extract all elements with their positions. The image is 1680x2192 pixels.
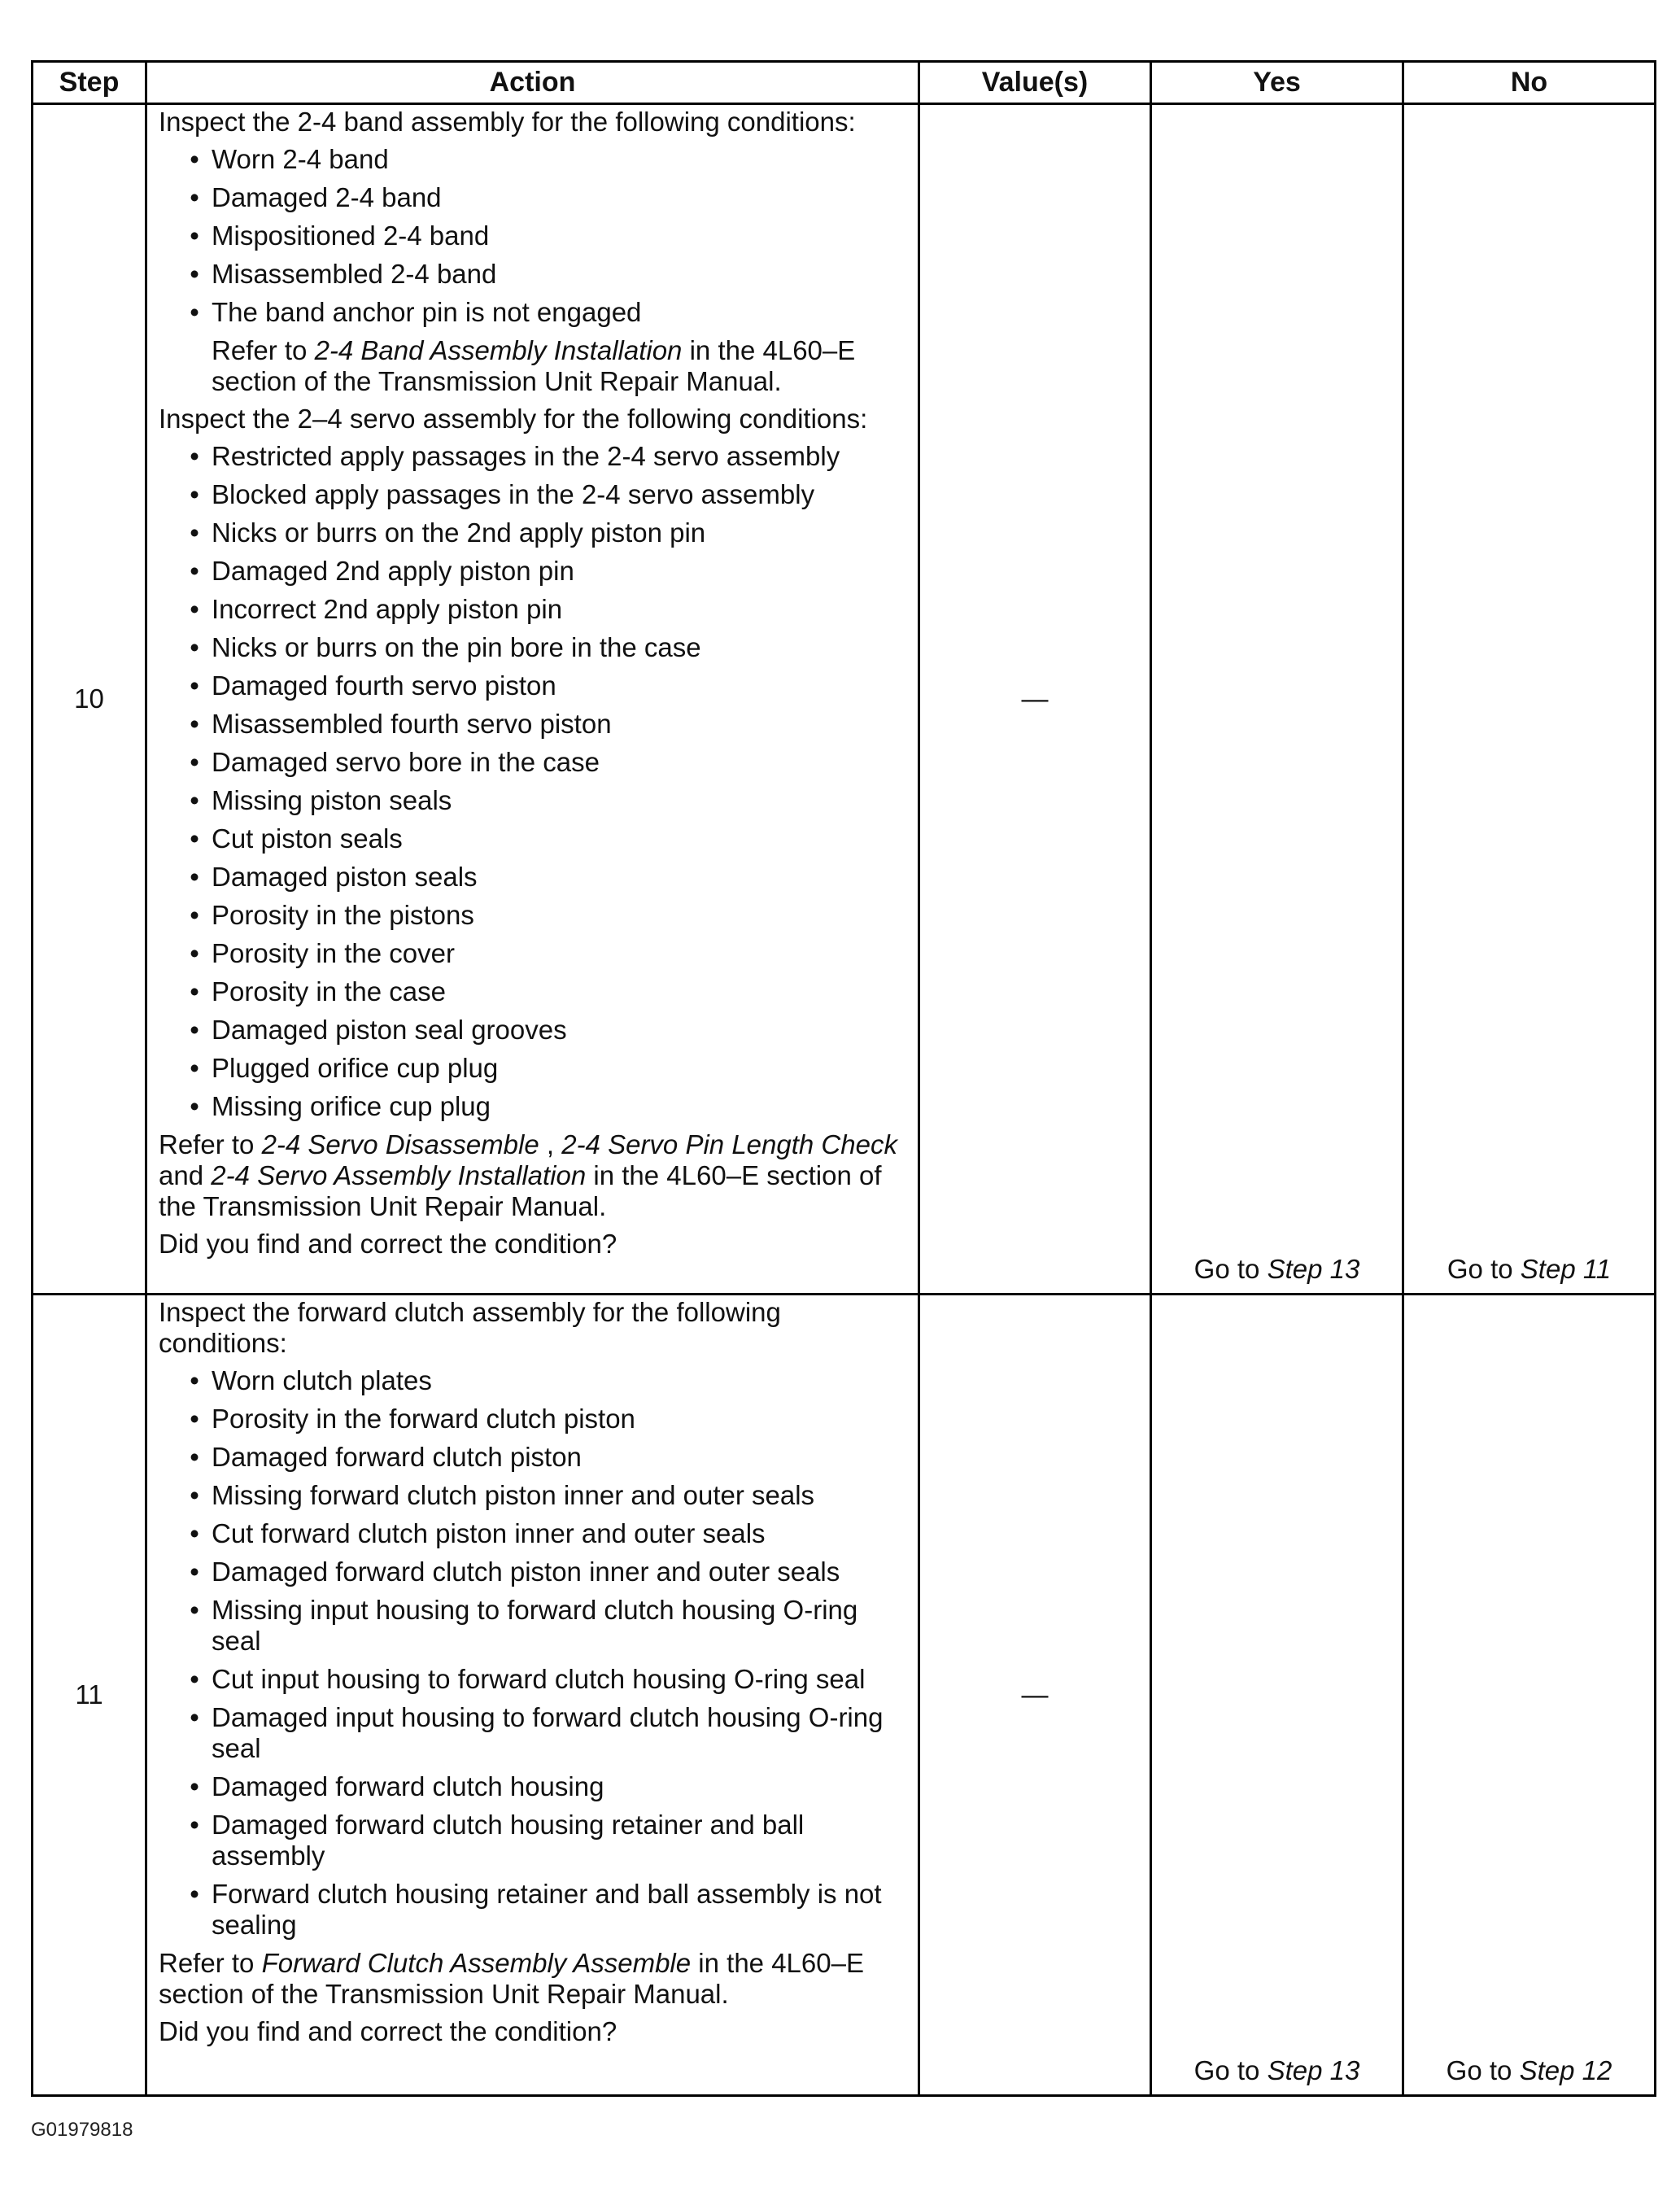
bullet-icon: • [190, 259, 199, 289]
table-row-step-11 [33, 1295, 1656, 2096]
list-item-text: Damaged forward clutch housing retainer and ball assembly [212, 1810, 805, 1871]
bullet-icon: • [190, 900, 199, 930]
table-row-step-10 [33, 104, 1656, 1295]
bullet-icon: • [190, 747, 199, 777]
list-item [159, 259, 906, 290]
yes-cell: Go to Step 13 [1151, 1295, 1403, 2096]
bullet-icon: • [190, 479, 199, 509]
list-item [159, 862, 906, 893]
band-condition-list [159, 144, 906, 328]
list-item-text: Worn 2-4 band [212, 144, 389, 174]
list-item-text: Damaged servo bore in the case [212, 747, 600, 777]
list-item-text: Misassembled 2-4 band [212, 259, 497, 289]
no-cell: Go to Step 11 [1403, 104, 1656, 1295]
list-item [159, 823, 906, 854]
bullet-icon: • [190, 517, 199, 548]
list-item [159, 1480, 906, 1511]
list-item-text: Porosity in the pistons [212, 900, 474, 930]
list-item-text: Damaged forward clutch housing [212, 1771, 604, 1801]
list-item-text: Missing input housing to forward clutch housing O-ring seal [212, 1595, 858, 1656]
list-item-text: Nicks or burrs on the pin bore in the case [212, 632, 701, 662]
bullet-icon: • [190, 556, 199, 586]
list-item-text: Porosity in the case [212, 976, 446, 1006]
diagnostic-table [31, 60, 1656, 2097]
list-item-text: Blocked apply passages in the 2-4 servo assembly [212, 479, 815, 509]
bullet-icon: • [190, 1595, 199, 1625]
list-item-text: Missing piston seals [212, 785, 452, 815]
bullet-icon: • [190, 221, 199, 251]
figure-id: G01979818 [31, 2119, 133, 2141]
list-item [159, 594, 906, 625]
list-item-text: Damaged 2nd apply piston pin [212, 556, 574, 586]
list-item [159, 1053, 906, 1084]
question-text: Did you find and correct the condition? [159, 1229, 617, 1259]
clutch-inspection-intro: Inspect the forward clutch assembly for the following conditions: [159, 1297, 781, 1358]
go-to-step-link[interactable]: Step 13 [1267, 2055, 1360, 2085]
reference-link[interactable]: 2-4 Band Assembly Installation [314, 335, 683, 365]
list-item-text: Mispositioned 2-4 band [212, 221, 490, 251]
list-item-text: Damaged fourth servo piston [212, 670, 556, 701]
list-item [159, 976, 906, 1007]
band-inspection-intro: Inspect the 2-4 band assembly for the following conditions: [159, 107, 856, 137]
list-item-text: Missing forward clutch piston inner and outer seals [212, 1480, 815, 1510]
servo-condition-list [159, 441, 906, 1122]
bullet-icon: • [190, 785, 199, 815]
list-item [159, 1557, 906, 1587]
list-item-text: Forward clutch housing retainer and ball assembly is not sealing [212, 1879, 882, 1940]
list-item-text: Damaged forward clutch piston [212, 1442, 582, 1472]
bullet-icon: • [190, 1480, 199, 1510]
list-item [159, 479, 906, 510]
action-cell [146, 1295, 919, 2096]
bullet-icon: • [190, 632, 199, 662]
list-item [159, 747, 906, 778]
bullet-icon: • [190, 1702, 199, 1732]
bullet-icon: • [190, 1771, 199, 1801]
list-item [159, 1595, 906, 1657]
reference-link[interactable]: 2-4 Servo Disassemble [261, 1129, 539, 1159]
list-item-text: Damaged piston seals [212, 862, 478, 892]
list-item [159, 670, 906, 701]
servo-reference: Refer to 2-4 Servo Disassemble , 2-4 Servo Pin Length Check and 2-4 Servo Assembly Installation in the 4L60–E section of the Transmission Unit Repair Manual. [159, 1129, 897, 1221]
bullet-icon: • [190, 1810, 199, 1840]
list-item [159, 1664, 906, 1695]
list-item [159, 441, 906, 472]
bullet-icon: • [190, 1664, 199, 1694]
list-item [159, 900, 906, 931]
list-item-text: Plugged orifice cup plug [212, 1053, 499, 1083]
list-item-text: Damaged input housing to forward clutch housing O-ring seal [212, 1702, 884, 1763]
list-item-text: Damaged forward clutch piston inner and outer seals [212, 1557, 840, 1587]
go-to-step-link[interactable]: Step 13 [1267, 1254, 1360, 1284]
bullet-icon: • [190, 182, 199, 212]
list-item-text: Damaged 2-4 band [212, 182, 442, 212]
list-item [159, 1091, 906, 1122]
list-item [159, 1810, 906, 1871]
list-item-text: The band anchor pin is not engaged [212, 297, 642, 327]
bullet-icon: • [190, 823, 199, 854]
table-header-row [33, 62, 1656, 104]
list-item-text: Incorrect 2nd apply piston pin [212, 594, 563, 624]
list-item [159, 938, 906, 969]
bullet-icon: • [190, 1404, 199, 1434]
no-cell: Go to Step 12 [1403, 1295, 1656, 2096]
bullet-icon: • [190, 594, 199, 624]
yes-cell: Go to Step 13 [1151, 104, 1403, 1295]
list-item [159, 1518, 906, 1549]
list-item-text: Worn clutch plates [212, 1365, 432, 1395]
list-item-text: Porosity in the forward clutch piston [212, 1404, 635, 1434]
header-yes: Yes [1151, 62, 1403, 104]
bullet-icon: • [190, 1091, 199, 1121]
list-item-text: Nicks or burrs on the 2nd apply piston pin [212, 517, 706, 548]
band-reference: Refer to 2-4 Band Assembly Installation in the 4L60–E section of the Transmission Unit Repair Manual. [212, 335, 856, 396]
header-action: Action [146, 62, 919, 104]
bullet-icon: • [190, 938, 199, 968]
list-item-text: Porosity in the cover [212, 938, 455, 968]
step-number: 10 [33, 104, 146, 1295]
bullet-icon: • [190, 1442, 199, 1472]
list-item-text: Cut input housing to forward clutch housing O-ring seal [212, 1664, 866, 1694]
list-item-text: Cut piston seals [212, 823, 403, 854]
bullet-icon: • [190, 862, 199, 892]
bullet-icon: • [190, 144, 199, 174]
bullet-icon: • [190, 1518, 199, 1548]
list-item [159, 1879, 906, 1941]
bullet-icon: • [190, 441, 199, 471]
bullet-icon: • [190, 1015, 199, 1045]
servo-inspection-intro: Inspect the 2–4 servo assembly for the following conditions: [159, 404, 868, 434]
list-item-text: Misassembled fourth servo piston [212, 709, 612, 739]
list-item-text: Missing orifice cup plug [212, 1091, 491, 1121]
list-item [159, 144, 906, 175]
bullet-icon: • [190, 709, 199, 739]
list-item [159, 785, 906, 816]
list-item [159, 517, 906, 548]
reference-link[interactable]: 2-4 Servo Assembly Installation [211, 1160, 587, 1190]
list-item [159, 709, 906, 740]
question-text: Did you find and correct the condition? [159, 2016, 617, 2046]
header-values: Value(s) [919, 62, 1151, 104]
list-item [159, 297, 906, 328]
go-to-step-link[interactable]: Step 12 [1519, 2055, 1612, 2085]
bullet-icon: • [190, 1557, 199, 1587]
header-no: No [1403, 62, 1656, 104]
header-step: Step [33, 62, 146, 104]
list-item [159, 556, 906, 587]
bullet-icon: • [190, 1879, 199, 1909]
list-item-text: Restricted apply passages in the 2-4 servo assembly [212, 441, 840, 471]
bullet-icon: • [190, 670, 199, 701]
bullet-icon: • [190, 297, 199, 327]
reference-link[interactable]: 2-4 Servo Pin Length Check [561, 1129, 897, 1159]
clutch-condition-list [159, 1365, 906, 1941]
value-cell: — [919, 1295, 1151, 2096]
list-item [159, 1771, 906, 1802]
bullet-icon: • [190, 1365, 199, 1395]
list-item [159, 1702, 906, 1764]
go-to-step-link[interactable]: Step 11 [1520, 1254, 1612, 1284]
list-item-text: Cut forward clutch piston inner and outer seals [212, 1518, 766, 1548]
value-cell: — [919, 104, 1151, 1295]
bullet-icon: • [190, 1053, 199, 1083]
list-item-text: Damaged piston seal grooves [212, 1015, 567, 1045]
action-cell [146, 104, 919, 1295]
list-item [159, 1404, 906, 1434]
list-item [159, 221, 906, 251]
list-item [159, 1365, 906, 1396]
list-item [159, 182, 906, 213]
list-item [159, 632, 906, 663]
clutch-reference: Refer to Forward Clutch Assembly Assemble in the 4L60–E section of the Transmission Unit Repair Manual. [159, 1948, 864, 2009]
step-number: 11 [33, 1295, 146, 2096]
list-item [159, 1442, 906, 1473]
list-item [159, 1015, 906, 1046]
reference-link[interactable]: Forward Clutch Assembly Assemble [261, 1948, 692, 1978]
bullet-icon: • [190, 976, 199, 1006]
